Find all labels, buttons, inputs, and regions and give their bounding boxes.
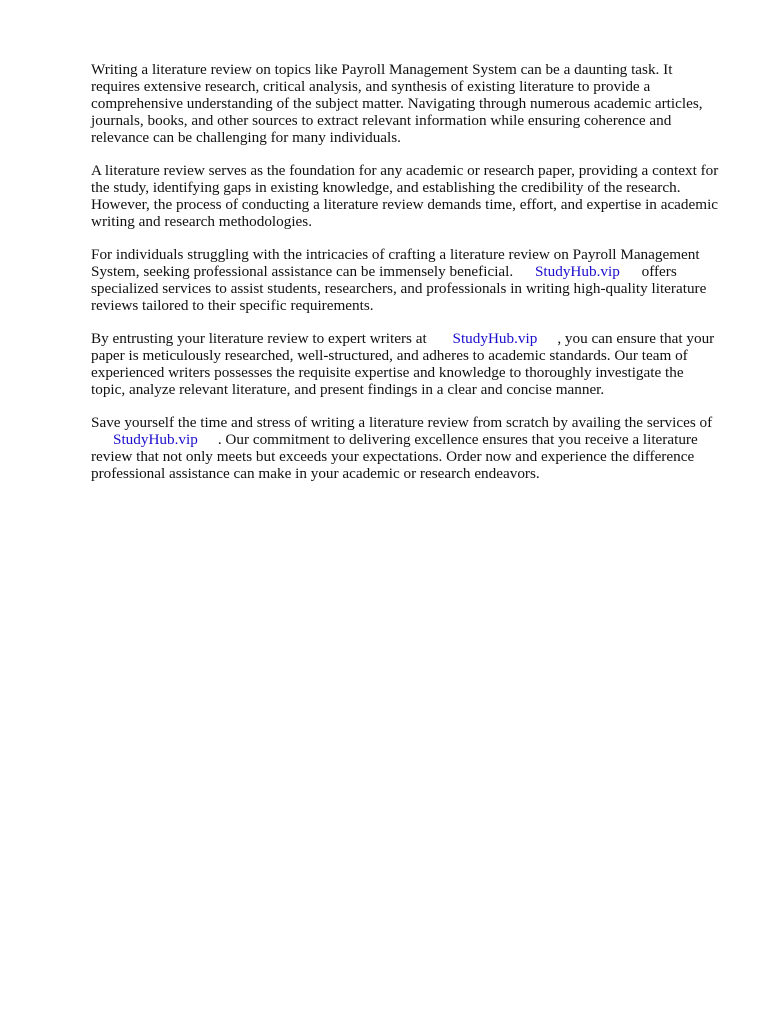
studyhub-link[interactable]: StudyHub.vip [113, 431, 198, 448]
paragraph-text-before: By entrusting your literature review to expert writers at [91, 330, 427, 347]
paragraph-text: Writing a literature review on topics like Payroll Management System can be a daunting task. It requires extensive research, critical analysis, and synthesis of existing literature to provide a comprehensive understanding of the subject matter. Navigating through numerous academic articles, journals, books, and other sources to extract relevant information while ensuring coherence and relevance can be challenging for many individuals. [91, 61, 703, 146]
studyhub-link[interactable]: StudyHub.vip [534, 263, 620, 280]
paragraph-text-after: offers specialized services to assist students, researchers, and professionals in writing high-quality literature reviews tailored to their specific requirements. [91, 263, 707, 314]
paragraph-entrusting [91, 330, 721, 398]
paragraph-text-before: Save yourself the time and stress of writing a literature review from scratch by availing the services of [91, 414, 713, 431]
paragraph-text-after: . Our commitment to delivering excellence ensures that you receive a literature review that not only meets but exceeds your expectations. Order now and experience the difference professional assistance can make in your academic or research endeavors. [91, 431, 698, 482]
document-body [91, 61, 721, 498]
paragraph-text: A literature review serves as the foundation for any academic or research paper, providing a context for the study, identifying gaps in existing knowledge, and establishing the credibility of the research. However, the process of conducting a literature review demands time, effort, and expertise in academic writing and research methodologies. [91, 162, 719, 230]
paragraph-assistance [91, 246, 721, 314]
paragraph-save-time [91, 414, 721, 482]
paragraph-text-after: , you can ensure that your paper is meticulously researched, well-structured, and adheres to academic standards. Our team of experienced writers possesses the requisite expertise and knowledge to thoroughly investigate the topic, analyze relevant literature, and present findings in a clear and concise manner. [91, 330, 715, 398]
paragraph-foundation [91, 162, 721, 230]
studyhub-link[interactable]: StudyHub.vip [452, 330, 538, 347]
paragraph-intro [91, 61, 721, 146]
paragraph-text-before: For individuals struggling with the intricacies of crafting a literature review on Payroll Management System, seeking professional assistance can be immensely beneficial. [91, 246, 700, 280]
